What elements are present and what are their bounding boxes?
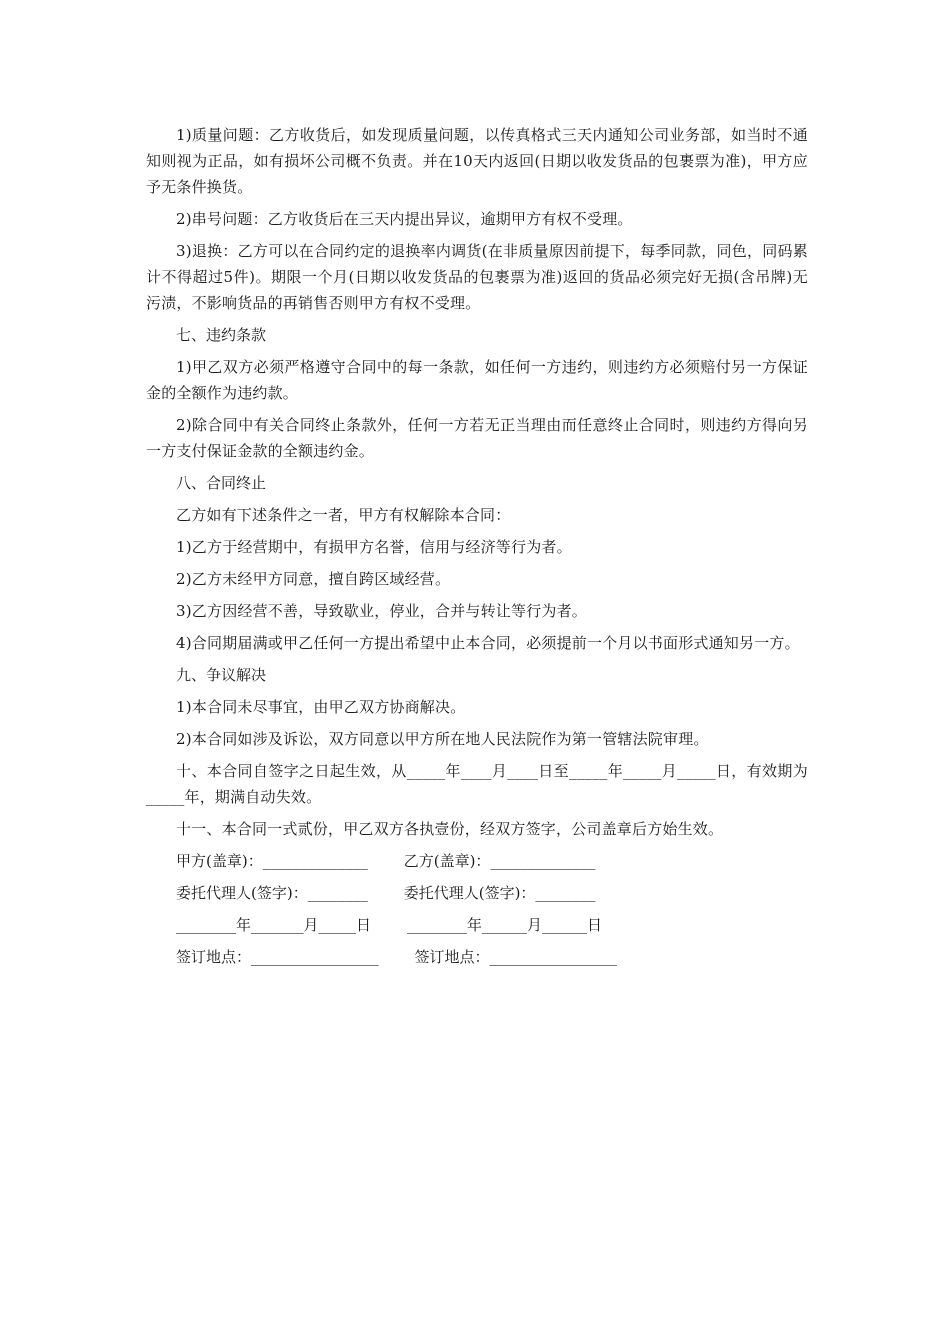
return-policy-quality: 1)质量问题：乙方收货后，如发现质量问题，以传真格式三天内通知公司业务部，如当时不通知则视为正品，如有损坏公司概不负责。并在10天内返回(日期以收发货品的包裹票为准)，甲方应予无条件换货。 — [146, 126, 808, 196]
termination-clause-2: 2)乙方未经甲方同意，擅自跨区域经营。 — [176, 570, 451, 588]
termination-heading: 八、合同终止 — [176, 474, 267, 492]
termination-clause-4: 4)合同期届满或甲乙任何一方提出希望中止本合同，必须提前一个月以书面形式通知另一方。 — [176, 634, 800, 652]
return-policy-serial: 2)串号问题：乙方收货后在三天内提出异议，逾期甲方有权不受理。 — [176, 210, 633, 228]
dispute-clause-2: 2)本合同如涉及诉讼，双方同意以甲方所在地人民法院作为第一管辖法院审理。 — [176, 730, 709, 748]
party-b-seal-field: 乙方(盖章)：______________ — [403, 852, 596, 870]
agent-row — [146, 880, 808, 906]
agent-b-field: 委托代理人(签字)：________ — [403, 884, 596, 902]
effective-clause: 十、本合同自签字之日起生效，从_____年____月____日至_____年_____月_____日，有效期为_____年，期满自动失效。 — [146, 762, 808, 806]
breach-heading: 七、违约条款 — [176, 326, 267, 344]
document-page — [146, 122, 808, 976]
termination-clause-1: 1)乙方于经营期中，有损甲方名誉，信用与经济等行为者。 — [176, 538, 572, 556]
agent-a-field: 委托代理人(签字)：________ — [176, 884, 368, 902]
party-a-seal-field: 甲方(盖章)：______________ — [176, 852, 368, 870]
date-a-field: ________年_______月_____日 — [176, 916, 372, 934]
return-policy-exchange: 3)退换：乙方可以在合同约定的退换率内调货(在非质量原因前提下，每季同款，同色，同码累计不得超过5件)。期限一个月(日期以收发货品的包裹票为准)返回的货品必须完好无损(含吊牌)无污渍，不影响货品的再销售否则甲方有权不受理。 — [146, 242, 808, 312]
place-b-field: 签订地点：_________________ — [414, 948, 618, 966]
dispute-clause-1: 1)本合同未尽事宜，由甲乙双方协商解决。 — [176, 698, 466, 716]
date-b-field: ________年______月______日 — [407, 916, 603, 934]
place-a-field: 签订地点：_________________ — [176, 948, 379, 966]
seal-row — [146, 848, 808, 874]
termination-clause-3: 3)乙方因经营不善，导致歇业，停业，合并与转让等行为者。 — [176, 602, 587, 620]
copies-clause: 十一、本合同一式贰份，甲乙双方各执壹份，经双方签字，公司盖章后方始生效。 — [176, 820, 724, 838]
place-row — [146, 944, 808, 970]
breach-clause-1: 1)甲乙双方必须严格遵守合同中的每一条款，如任何一方违约，则违约方必须赔付另一方保证金的全额作为违约款。 — [146, 358, 808, 402]
breach-clause-2: 2)除合同中有关合同终止条款外，任何一方若无正当理由而任意终止合同时，则违约方得向另一方支付保证金款的全额违约金。 — [146, 416, 808, 460]
dispute-heading: 九、争议解决 — [176, 666, 267, 684]
termination-intro: 乙方如有下述条件之一者，甲方有权解除本合同： — [176, 506, 511, 524]
date-row — [146, 912, 808, 938]
